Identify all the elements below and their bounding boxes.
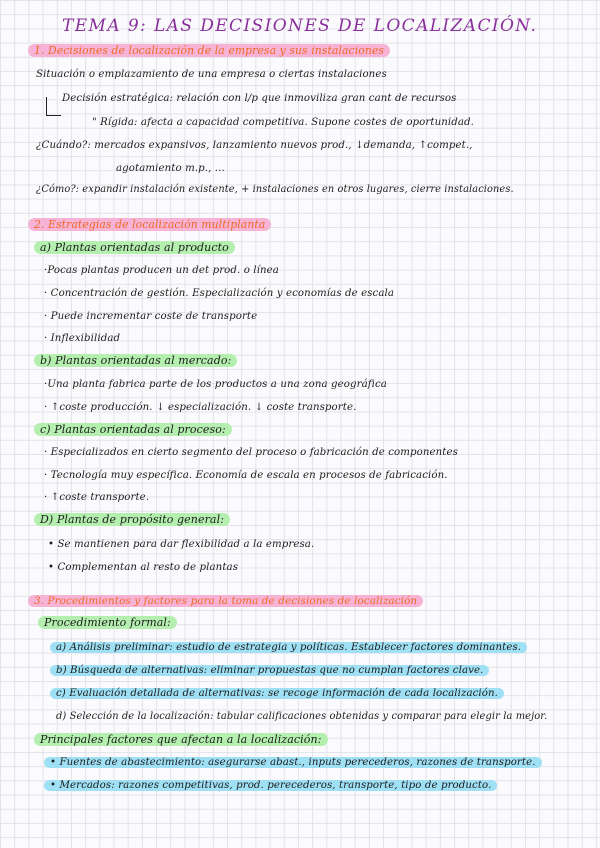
- sec2-a-title: a) Plantas orientadas al producto: [34, 241, 235, 255]
- procedure-step: b) Búsqueda de alternativas: eliminar propuestas que no cumplan factores clave.: [50, 664, 489, 678]
- branch-arrow-icon: [46, 97, 61, 116]
- procedure-step: a) Análisis preliminar: estudio de estrategia y políticas. Establecer factores dominantes.: [50, 641, 527, 655]
- list-item: · Puede incrementar coste de transporte: [44, 311, 258, 322]
- list-item: · ↑coste transporte.: [44, 492, 150, 503]
- list-item: · ↑coste producción. ↓ especialización. ↓ coste transporte.: [44, 402, 357, 413]
- sec1-definition: Situación o emplazamiento de una empresa o ciertas instalaciones: [36, 69, 387, 80]
- section-1-heading: 1. Decisiones de localización de la empresa y sus instalaciones: [28, 44, 390, 58]
- list-item: • Complementan al resto de plantas: [48, 562, 239, 573]
- list-item: ·Pocas plantas producen un det prod. o línea: [44, 265, 279, 276]
- procedure-step: c) Evaluación detallada de alternativas: se recoge información de cada localización.: [50, 687, 504, 701]
- sec1-when-cont: agotamiento m.p., ...: [116, 163, 225, 174]
- sec3-procedure-title: Procedimiento formal:: [38, 616, 177, 630]
- factor-item: • Mercados: razones competitivas, prod. perecederos, transporte, tipo de producto.: [44, 779, 497, 793]
- list-item: · Especializados en cierto segmento del proceso o fabricación de componentes: [44, 447, 458, 458]
- list-item: • Se mantienen para dar flexibilidad a la empresa.: [48, 539, 315, 550]
- procedure-step: d) Selección de la localización: tabular calificaciones obtenidas y comparar para elegir la mejor.: [56, 711, 548, 722]
- list-item: · Concentración de gestión. Especialización y economías de escala: [44, 288, 395, 299]
- list-item: · Tecnología muy específica. Economía de escala en procesos de fabricación.: [44, 470, 448, 481]
- section-3-heading: 3. Procedimientos y factores para la toma de decisiones de localización: [28, 594, 423, 608]
- sec1-strategic: Decisión estratégica: relación con l/p que inmoviliza gran cant de recursos: [62, 93, 457, 104]
- page-title: TEMA 9: LAS DECISIONES DE LOCALIZACIÓN.: [62, 16, 538, 36]
- sec1-rigid: " Rígida: afecta a capacidad competitiva. Supone costes de oportunidad.: [92, 117, 475, 128]
- list-item: · Inflexibilidad: [44, 333, 121, 344]
- sec3-factors-title: Principales factores que afectan a la localización:: [34, 733, 328, 747]
- sec2-c-title: c) Plantas orientadas al proceso:: [34, 423, 232, 437]
- sec2-b-title: b) Plantas orientadas al mercado:: [34, 354, 237, 368]
- sec1-when: ¿Cuándo?: mercados expansivos, lanzamiento nuevos prod., ↓demanda, ↑compet.,: [36, 140, 473, 151]
- sec2-d-title: D) Plantas de propósito general:: [34, 513, 230, 527]
- factor-item: • Fuentes de abastecimiento: asegurarse abast., inputs perecederos, razones de transporte.: [44, 756, 542, 770]
- section-2-heading: 2. Estrategias de localización multiplanta: [28, 218, 271, 232]
- list-item: ·Una planta fabrica parte de los productos a una zona geográfica: [44, 379, 387, 390]
- sec1-how: ¿Cómo?: expandir instalación existente, + instalaciones en otros lugares, cierre instalaciones.: [36, 184, 514, 195]
